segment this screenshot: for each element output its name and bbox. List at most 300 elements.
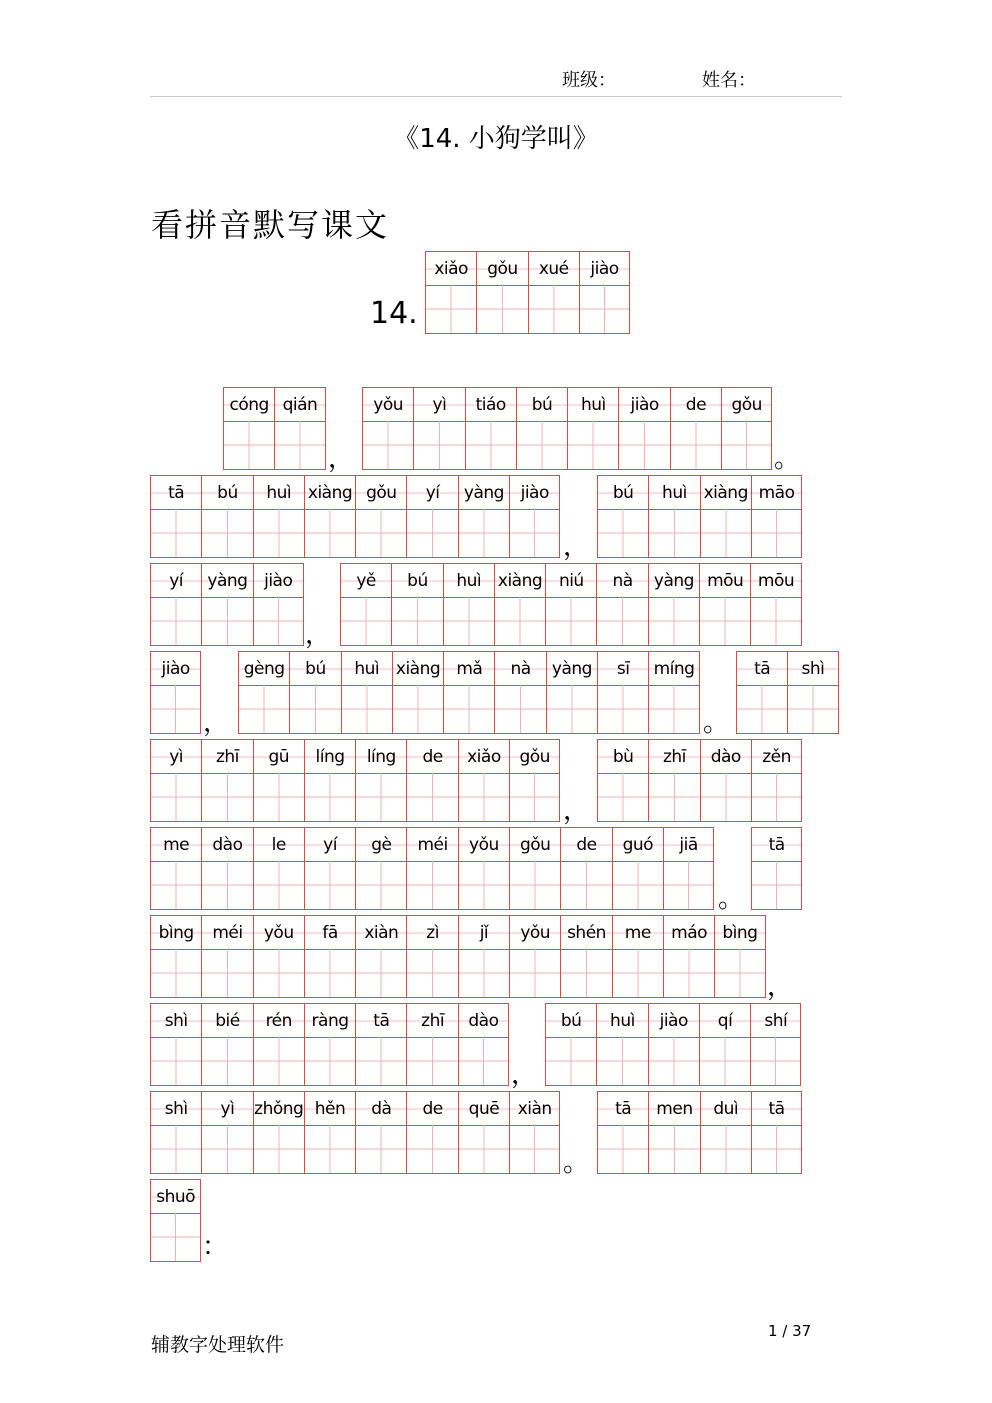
tianzige-cell[interactable] bbox=[494, 651, 545, 734]
hanzi-writing-box[interactable] bbox=[459, 1037, 508, 1085]
pinyin-label: zì bbox=[407, 916, 457, 950]
pinyin-label: quē bbox=[459, 1092, 509, 1126]
hanzi-writing-box[interactable] bbox=[202, 1125, 252, 1173]
pinyin-label: tā bbox=[356, 1004, 406, 1038]
hanzi-writing-box[interactable] bbox=[459, 773, 509, 821]
tianzige-cell[interactable] bbox=[391, 563, 442, 646]
hanzi-writing-box[interactable] bbox=[722, 421, 771, 469]
tianzige-cell[interactable] bbox=[406, 1091, 457, 1174]
hanzi-writing-box[interactable] bbox=[392, 597, 442, 645]
hanzi-writing-box[interactable] bbox=[151, 1037, 201, 1085]
hanzi-writing-box[interactable] bbox=[598, 1125, 648, 1173]
tianzige-cell[interactable] bbox=[597, 739, 648, 822]
sentence-grid-6 bbox=[340, 563, 802, 646]
hanzi-writing-box[interactable] bbox=[510, 773, 559, 821]
hanzi-writing-box[interactable] bbox=[459, 949, 509, 997]
hanzi-writing-box[interactable] bbox=[151, 1213, 200, 1261]
pinyin-label: dào bbox=[459, 1004, 508, 1038]
hanzi-writing-box[interactable] bbox=[701, 773, 751, 821]
hanzi-writing-box[interactable] bbox=[305, 949, 355, 997]
hanzi-writing-box[interactable] bbox=[342, 685, 392, 733]
hanzi-writing-box[interactable] bbox=[580, 285, 629, 333]
tianzige-cell[interactable] bbox=[201, 739, 252, 822]
pinyin-label: shuō bbox=[151, 1180, 200, 1214]
tianzige-cell[interactable] bbox=[341, 651, 392, 734]
tianzige-cell[interactable] bbox=[355, 1091, 406, 1174]
hanzi-writing-box[interactable] bbox=[407, 861, 457, 909]
punctuation-mark: 。 bbox=[563, 1148, 590, 1178]
tianzige-cell[interactable] bbox=[545, 563, 596, 646]
hanzi-writing-box[interactable] bbox=[254, 949, 304, 997]
tianzige-cell[interactable] bbox=[150, 827, 201, 910]
hanzi-writing-box[interactable] bbox=[202, 949, 252, 997]
tianzige-cell[interactable] bbox=[201, 563, 252, 646]
tianzige-cell[interactable] bbox=[750, 1003, 801, 1086]
hanzi-writing-box[interactable] bbox=[752, 509, 801, 557]
hanzi-writing-box[interactable] bbox=[444, 597, 494, 645]
hanzi-writing-box[interactable] bbox=[224, 421, 274, 469]
pinyin-label: gǒu bbox=[510, 828, 560, 862]
tianzige-cell[interactable] bbox=[406, 475, 457, 558]
hanzi-writing-box[interactable] bbox=[254, 773, 304, 821]
hanzi-writing-box[interactable] bbox=[151, 1125, 201, 1173]
tianzige-cell[interactable] bbox=[150, 475, 201, 558]
hanzi-writing-box[interactable] bbox=[363, 421, 413, 469]
hanzi-writing-box[interactable] bbox=[751, 597, 800, 645]
hanzi-writing-box[interactable] bbox=[254, 1125, 304, 1173]
pinyin-label: shí bbox=[751, 1004, 800, 1038]
tianzige-cell[interactable] bbox=[560, 915, 611, 998]
pinyin-label: yàng bbox=[459, 476, 509, 510]
sentence-grid-13 bbox=[751, 827, 802, 910]
tianzige-cell[interactable] bbox=[714, 915, 765, 998]
tianzige-cell[interactable] bbox=[304, 739, 355, 822]
tianzige-cell[interactable] bbox=[509, 827, 560, 910]
pinyin-label: máo bbox=[664, 916, 714, 950]
hanzi-writing-box[interactable] bbox=[305, 861, 355, 909]
hanzi-writing-box[interactable] bbox=[202, 1037, 252, 1085]
hanzi-writing-box[interactable] bbox=[701, 509, 751, 557]
tianzige-cell[interactable] bbox=[516, 387, 567, 470]
sentence-grid-3 bbox=[150, 475, 560, 558]
tianzige-cell[interactable] bbox=[545, 1003, 596, 1086]
pinyin-label: xiàng bbox=[701, 476, 751, 510]
hanzi-writing-box[interactable] bbox=[649, 773, 699, 821]
tianzige-cell[interactable] bbox=[494, 563, 545, 646]
hanzi-writing-box[interactable] bbox=[598, 509, 648, 557]
hanzi-writing-box[interactable] bbox=[477, 285, 527, 333]
hanzi-writing-box[interactable] bbox=[275, 421, 324, 469]
pinyin-label: gǒu bbox=[510, 740, 559, 774]
tianzige-cell[interactable] bbox=[509, 739, 560, 822]
section-title: 看拼音默写课文 bbox=[151, 206, 390, 244]
tianzige-cell[interactable] bbox=[560, 827, 611, 910]
tianzige-cell[interactable] bbox=[406, 1003, 457, 1086]
tianzige-cell[interactable] bbox=[253, 739, 304, 822]
hanzi-writing-box[interactable] bbox=[561, 861, 611, 909]
tianzige-cell[interactable] bbox=[150, 915, 201, 998]
tianzige-cell[interactable] bbox=[304, 827, 355, 910]
hanzi-writing-box[interactable] bbox=[510, 949, 560, 997]
pinyin-label: huì bbox=[342, 652, 392, 686]
tianzige-cell[interactable] bbox=[700, 475, 751, 558]
tianzige-cell[interactable] bbox=[355, 739, 406, 822]
tianzige-cell[interactable] bbox=[670, 387, 721, 470]
tianzige-cell[interactable] bbox=[201, 827, 252, 910]
hanzi-writing-box[interactable] bbox=[671, 421, 721, 469]
hanzi-writing-box[interactable] bbox=[356, 1125, 406, 1173]
pinyin-label: dào bbox=[202, 828, 252, 862]
tianzige-cell[interactable] bbox=[355, 827, 406, 910]
hanzi-writing-box[interactable] bbox=[495, 597, 545, 645]
tianzige-cell[interactable] bbox=[597, 475, 648, 558]
tianzige-cell[interactable] bbox=[618, 387, 669, 470]
tianzige-cell[interactable] bbox=[355, 1003, 406, 1086]
tianzige-cell[interactable] bbox=[425, 251, 476, 334]
hanzi-writing-box[interactable] bbox=[407, 1037, 457, 1085]
hanzi-writing-box[interactable] bbox=[202, 509, 252, 557]
pinyin-label: yì bbox=[202, 1092, 252, 1126]
tianzige-cell[interactable] bbox=[736, 651, 787, 734]
hanzi-writing-box[interactable] bbox=[715, 949, 764, 997]
tianzige-cell[interactable] bbox=[253, 827, 304, 910]
tianzige-cell[interactable] bbox=[648, 1003, 699, 1086]
pinyin-label: le bbox=[254, 828, 304, 862]
tianzige-cell[interactable] bbox=[413, 387, 464, 470]
hanzi-writing-box[interactable] bbox=[426, 285, 476, 333]
tianzige-cell[interactable] bbox=[751, 475, 802, 558]
tianzige-cell[interactable] bbox=[663, 915, 714, 998]
hanzi-writing-box[interactable] bbox=[701, 1125, 751, 1173]
tianzige-cell[interactable] bbox=[787, 651, 838, 734]
hanzi-writing-box[interactable] bbox=[597, 597, 647, 645]
hanzi-writing-box[interactable] bbox=[305, 773, 355, 821]
tianzige-cell[interactable] bbox=[406, 827, 457, 910]
tianzige-cell[interactable] bbox=[304, 1091, 355, 1174]
tianzige-cell[interactable] bbox=[443, 563, 494, 646]
tianzige-cell[interactable] bbox=[289, 651, 340, 734]
pinyin-label: xiàn bbox=[356, 916, 406, 950]
tianzige-cell[interactable] bbox=[201, 1091, 252, 1174]
hanzi-writing-box[interactable] bbox=[598, 773, 648, 821]
hanzi-writing-box[interactable] bbox=[752, 773, 801, 821]
tianzige-cell[interactable] bbox=[201, 475, 252, 558]
pinyin-label: huì bbox=[444, 564, 494, 598]
hanzi-writing-box[interactable] bbox=[305, 1125, 355, 1173]
sentence-grid-19 bbox=[150, 1179, 201, 1262]
pinyin-label: mōu bbox=[700, 564, 750, 598]
tianzige-cell[interactable] bbox=[458, 739, 509, 822]
hanzi-writing-box[interactable] bbox=[305, 509, 355, 557]
tianzige-cell[interactable] bbox=[340, 563, 391, 646]
hanzi-writing-box[interactable] bbox=[407, 1125, 457, 1173]
tianzige-cell[interactable] bbox=[476, 251, 527, 334]
hanzi-writing-box[interactable] bbox=[407, 773, 457, 821]
pinyin-label: tā bbox=[598, 1092, 648, 1126]
hanzi-writing-box[interactable] bbox=[546, 597, 596, 645]
hanzi-writing-box[interactable] bbox=[341, 597, 391, 645]
tianzige-cell[interactable] bbox=[751, 739, 802, 822]
pinyin-label: gǒu bbox=[356, 476, 406, 510]
hanzi-writing-box[interactable] bbox=[466, 421, 516, 469]
hanzi-writing-box[interactable] bbox=[597, 1037, 647, 1085]
tianzige-cell[interactable] bbox=[253, 915, 304, 998]
pinyin-label: dà bbox=[356, 1092, 406, 1126]
hanzi-writing-box[interactable] bbox=[239, 685, 289, 733]
hanzi-writing-box[interactable] bbox=[788, 685, 837, 733]
tianzige-cell[interactable] bbox=[663, 827, 714, 910]
hanzi-writing-box[interactable] bbox=[598, 685, 648, 733]
tianzige-cell[interactable] bbox=[274, 387, 325, 470]
hanzi-writing-box[interactable] bbox=[444, 685, 494, 733]
hanzi-writing-box[interactable] bbox=[751, 1037, 800, 1085]
pinyin-label: tā bbox=[151, 476, 201, 510]
tianzige-cell[interactable] bbox=[700, 1091, 751, 1174]
punctuation-mark: ， bbox=[511, 1060, 538, 1090]
pinyin-label: xiǎo bbox=[459, 740, 509, 774]
pinyin-label: jiào bbox=[510, 476, 559, 510]
hanzi-writing-box[interactable] bbox=[356, 861, 406, 909]
hanzi-writing-box[interactable] bbox=[305, 1037, 355, 1085]
tianzige-cell[interactable] bbox=[253, 1003, 304, 1086]
sentence-grid-4 bbox=[597, 475, 802, 558]
tianzige-cell[interactable] bbox=[751, 827, 802, 910]
sentence-grid-16 bbox=[545, 1003, 801, 1086]
tianzige-cell[interactable] bbox=[392, 651, 443, 734]
pinyin-label: zhī bbox=[649, 740, 699, 774]
pinyin-label: jiào bbox=[580, 252, 629, 286]
hanzi-writing-box[interactable] bbox=[393, 685, 443, 733]
hanzi-writing-box[interactable] bbox=[664, 949, 714, 997]
hanzi-writing-box[interactable] bbox=[737, 685, 787, 733]
hanzi-writing-box[interactable] bbox=[254, 509, 304, 557]
hanzi-writing-box[interactable] bbox=[254, 597, 303, 645]
punctuation-mark: ， bbox=[563, 796, 590, 826]
hanzi-writing-box[interactable] bbox=[495, 685, 545, 733]
tianzige-cell[interactable] bbox=[201, 915, 252, 998]
punctuation-mark: 。 bbox=[703, 708, 730, 738]
pinyin-label: yǒu bbox=[254, 916, 304, 950]
hanzi-writing-box[interactable] bbox=[151, 509, 201, 557]
tianzige-cell[interactable] bbox=[443, 651, 494, 734]
tianzige-cell[interactable] bbox=[648, 1091, 699, 1174]
tianzige-cell[interactable] bbox=[597, 651, 648, 734]
hanzi-writing-box[interactable] bbox=[151, 949, 201, 997]
pinyin-label: gū bbox=[254, 740, 304, 774]
hanzi-writing-box[interactable] bbox=[613, 949, 663, 997]
page-title: 《14. 小狗学叫》 bbox=[393, 124, 599, 154]
tianzige-cell[interactable] bbox=[700, 739, 751, 822]
pinyin-label: gèng bbox=[239, 652, 289, 686]
hanzi-writing-box[interactable] bbox=[649, 509, 699, 557]
hanzi-writing-box[interactable] bbox=[546, 1037, 596, 1085]
pinyin-label: jiào bbox=[619, 388, 669, 422]
tianzige-cell[interactable] bbox=[458, 1091, 509, 1174]
hanzi-writing-box[interactable] bbox=[649, 597, 699, 645]
hanzi-writing-box[interactable] bbox=[547, 685, 597, 733]
pinyin-label: niú bbox=[546, 564, 596, 598]
hanzi-writing-box[interactable] bbox=[510, 509, 559, 557]
hanzi-writing-box[interactable] bbox=[510, 1125, 559, 1173]
hanzi-writing-box[interactable] bbox=[202, 597, 252, 645]
hanzi-writing-box[interactable] bbox=[752, 1125, 801, 1173]
tianzige-cell[interactable] bbox=[648, 475, 699, 558]
pinyin-label: yě bbox=[341, 564, 391, 598]
tianzige-cell[interactable] bbox=[721, 387, 772, 470]
tianzige-cell[interactable] bbox=[648, 563, 699, 646]
tianzige-cell[interactable] bbox=[223, 387, 274, 470]
pinyin-label: bié bbox=[202, 1004, 252, 1038]
pinyin-label: sī bbox=[598, 652, 648, 686]
tianzige-cell[interactable] bbox=[750, 563, 801, 646]
tianzige-cell[interactable] bbox=[458, 915, 509, 998]
hanzi-writing-box[interactable] bbox=[613, 861, 663, 909]
tianzige-cell[interactable] bbox=[304, 915, 355, 998]
hanzi-writing-box[interactable] bbox=[752, 861, 801, 909]
pinyin-label: tiáo bbox=[466, 388, 516, 422]
tianzige-cell[interactable] bbox=[355, 915, 406, 998]
tianzige-cell[interactable] bbox=[253, 1091, 304, 1174]
pinyin-label: bù bbox=[598, 740, 648, 774]
hanzi-writing-box[interactable] bbox=[407, 949, 457, 997]
hanzi-writing-box[interactable] bbox=[517, 421, 567, 469]
hanzi-writing-box[interactable] bbox=[459, 509, 509, 557]
pinyin-label: jiào bbox=[254, 564, 303, 598]
hanzi-writing-box[interactable] bbox=[151, 685, 200, 733]
pinyin-label: fā bbox=[305, 916, 355, 950]
punctuation-mark: ， bbox=[563, 532, 590, 562]
tianzige-cell[interactable] bbox=[150, 1091, 201, 1174]
tianzige-cell[interactable] bbox=[699, 563, 750, 646]
tianzige-cell[interactable] bbox=[567, 387, 618, 470]
hanzi-writing-box[interactable] bbox=[649, 1125, 699, 1173]
hanzi-writing-box[interactable] bbox=[459, 861, 509, 909]
tianzige-cell[interactable] bbox=[458, 475, 509, 558]
hanzi-writing-box[interactable] bbox=[254, 861, 304, 909]
hanzi-writing-box[interactable] bbox=[356, 773, 406, 821]
pinyin-label: xiàn bbox=[510, 1092, 559, 1126]
hanzi-writing-box[interactable] bbox=[254, 1037, 304, 1085]
tianzige-cell[interactable] bbox=[612, 915, 663, 998]
tianzige-cell[interactable] bbox=[509, 915, 560, 998]
hanzi-writing-box[interactable] bbox=[529, 285, 579, 333]
tianzige-cell[interactable] bbox=[406, 915, 457, 998]
tianzige-cell[interactable] bbox=[528, 251, 579, 334]
tianzige-cell[interactable] bbox=[253, 563, 304, 646]
hanzi-writing-box[interactable] bbox=[356, 949, 406, 997]
pinyin-label: jǐ bbox=[459, 916, 509, 950]
pinyin-label: méi bbox=[407, 828, 457, 862]
punctuation-mark: 。 bbox=[718, 884, 745, 914]
tianzige-cell[interactable] bbox=[751, 1091, 802, 1174]
pinyin-label: xiàng bbox=[495, 564, 545, 598]
tianzige-cell[interactable] bbox=[362, 387, 413, 470]
tianzige-cell[interactable] bbox=[304, 1003, 355, 1086]
pinyin-label: huì bbox=[568, 388, 618, 422]
tianzige-cell[interactable] bbox=[458, 1003, 509, 1086]
pinyin-label: dào bbox=[701, 740, 751, 774]
pinyin-label: jiào bbox=[151, 652, 200, 686]
hanzi-writing-box[interactable] bbox=[568, 421, 618, 469]
tianzige-cell[interactable] bbox=[465, 387, 516, 470]
pinyin-label: rén bbox=[254, 1004, 304, 1038]
hanzi-writing-box[interactable] bbox=[356, 1037, 406, 1085]
hanzi-writing-box[interactable] bbox=[700, 597, 750, 645]
tianzige-cell[interactable] bbox=[304, 475, 355, 558]
sentence-grid-11 bbox=[597, 739, 802, 822]
tianzige-cell[interactable] bbox=[150, 651, 201, 734]
pinyin-label: māo bbox=[752, 476, 801, 510]
tianzige-cell[interactable] bbox=[546, 651, 597, 734]
tianzige-cell[interactable] bbox=[355, 475, 406, 558]
tianzige-cell[interactable] bbox=[597, 1091, 648, 1174]
hanzi-writing-box[interactable] bbox=[407, 509, 457, 557]
sentence-grid-1 bbox=[223, 387, 326, 470]
tianzige-cell[interactable] bbox=[238, 651, 289, 734]
hanzi-writing-box[interactable] bbox=[649, 1037, 699, 1085]
tianzige-cell[interactable] bbox=[201, 1003, 252, 1086]
pinyin-label: qí bbox=[700, 1004, 750, 1038]
pinyin-label: shì bbox=[151, 1004, 201, 1038]
tianzige-cell[interactable] bbox=[150, 563, 201, 646]
hanzi-writing-box[interactable] bbox=[510, 861, 560, 909]
hanzi-writing-box[interactable] bbox=[151, 773, 201, 821]
hanzi-writing-box[interactable] bbox=[561, 949, 611, 997]
pinyin-label: mǎ bbox=[444, 652, 494, 686]
tianzige-cell[interactable] bbox=[509, 475, 560, 558]
tianzige-cell[interactable] bbox=[150, 1179, 201, 1262]
pinyin-label: men bbox=[649, 1092, 699, 1126]
pinyin-label: yàng bbox=[202, 564, 252, 598]
tianzige-cell[interactable] bbox=[648, 739, 699, 822]
tianzige-cell[interactable] bbox=[150, 739, 201, 822]
hanzi-writing-box[interactable] bbox=[649, 685, 698, 733]
tianzige-cell[interactable] bbox=[648, 651, 699, 734]
tianzige-cell[interactable] bbox=[699, 1003, 750, 1086]
hanzi-writing-box[interactable] bbox=[414, 421, 464, 469]
hanzi-writing-box[interactable] bbox=[356, 509, 406, 557]
pinyin-label: gǒu bbox=[477, 252, 527, 286]
name-label: 姓名： bbox=[702, 70, 756, 91]
hanzi-writing-box[interactable] bbox=[700, 1037, 750, 1085]
pinyin-label: mōu bbox=[751, 564, 800, 598]
pinyin-label: bú bbox=[392, 564, 442, 598]
tianzige-cell[interactable] bbox=[253, 475, 304, 558]
hanzi-writing-box[interactable] bbox=[151, 861, 201, 909]
pinyin-label: tā bbox=[752, 828, 801, 862]
hanzi-writing-box[interactable] bbox=[619, 421, 669, 469]
pinyin-label: zhī bbox=[202, 740, 252, 774]
pinyin-label: gǒu bbox=[722, 388, 771, 422]
footer-software-name: 辅教字处理软件 bbox=[151, 1334, 285, 1356]
tianzige-cell[interactable] bbox=[596, 563, 647, 646]
hanzi-writing-box[interactable] bbox=[202, 861, 252, 909]
pinyin-label: tā bbox=[752, 1092, 801, 1126]
tianzige-cell[interactable] bbox=[458, 827, 509, 910]
tianzige-cell[interactable] bbox=[509, 1091, 560, 1174]
pinyin-label: de bbox=[561, 828, 611, 862]
hanzi-writing-box[interactable] bbox=[664, 861, 713, 909]
hanzi-writing-box[interactable] bbox=[290, 685, 340, 733]
hanzi-writing-box[interactable] bbox=[151, 597, 201, 645]
hanzi-writing-box[interactable] bbox=[202, 773, 252, 821]
tianzige-cell[interactable] bbox=[579, 251, 630, 334]
tianzige-cell[interactable] bbox=[150, 1003, 201, 1086]
hanzi-writing-box[interactable] bbox=[459, 1125, 509, 1173]
tianzige-cell[interactable] bbox=[596, 1003, 647, 1086]
tianzige-cell[interactable] bbox=[406, 739, 457, 822]
tianzige-cell[interactable] bbox=[612, 827, 663, 910]
